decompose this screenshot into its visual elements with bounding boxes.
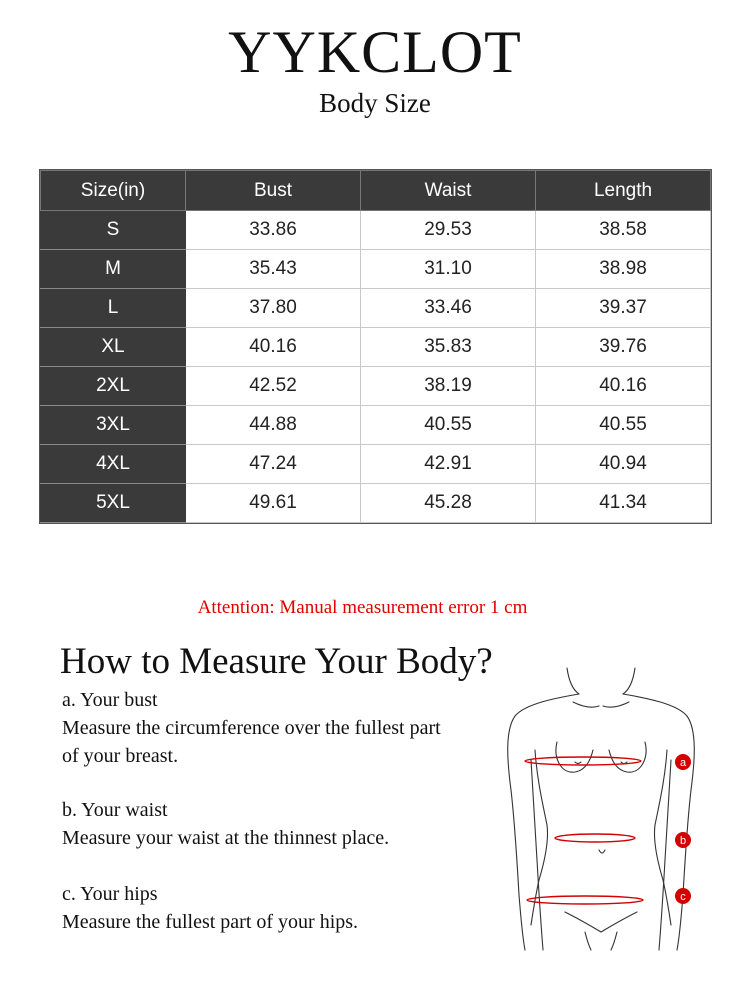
length-cell: 38.98 bbox=[536, 250, 711, 289]
length-cell: 39.37 bbox=[536, 289, 711, 328]
svg-text:c: c bbox=[680, 891, 686, 903]
table-row bbox=[41, 367, 711, 406]
waist-measure-line bbox=[555, 834, 635, 842]
bust-cell: 47.24 bbox=[186, 445, 361, 484]
svg-text:a: a bbox=[679, 757, 687, 769]
table-row bbox=[41, 289, 711, 328]
column-header-waist: Waist bbox=[361, 171, 536, 211]
step-title: a. Your bust bbox=[62, 689, 158, 711]
step-hips bbox=[62, 880, 482, 936]
step-title: c. Your hips bbox=[62, 883, 158, 905]
table-row bbox=[41, 484, 711, 523]
length-cell: 38.58 bbox=[536, 211, 711, 250]
waist-cell: 42.91 bbox=[361, 445, 536, 484]
bust-cell: 42.52 bbox=[186, 367, 361, 406]
waist-cell: 31.10 bbox=[361, 250, 536, 289]
svg-text:b: b bbox=[679, 835, 687, 847]
waist-cell: 45.28 bbox=[361, 484, 536, 523]
size-cell: S bbox=[41, 211, 186, 250]
bust-cell: 40.16 bbox=[186, 328, 361, 367]
size-chart-table bbox=[40, 170, 711, 523]
step-description: Measure the circumference over the fullest part bbox=[62, 717, 441, 739]
bust-measure-line bbox=[525, 757, 641, 765]
length-cell: 39.76 bbox=[536, 328, 711, 367]
waist-cell: 35.83 bbox=[361, 328, 536, 367]
size-cell: M bbox=[41, 250, 186, 289]
marker-a-icon bbox=[675, 754, 691, 770]
size-cell: XL bbox=[41, 328, 186, 367]
step-bust bbox=[62, 686, 482, 770]
table-row bbox=[41, 406, 711, 445]
howto-heading: How to Measure Your Body? bbox=[60, 641, 493, 682]
waist-cell: 33.46 bbox=[361, 289, 536, 328]
step-description: Measure the fullest part of your hips. bbox=[62, 911, 359, 933]
step-description: Measure your waist at the thinnest place. bbox=[62, 827, 390, 849]
column-header-length: Length bbox=[536, 171, 711, 211]
waist-cell: 38.19 bbox=[361, 367, 536, 406]
brand-title: YYKCLOT bbox=[228, 19, 522, 85]
hips-measure-line bbox=[527, 896, 643, 904]
size-cell: 3XL bbox=[41, 406, 186, 445]
bust-cell: 33.86 bbox=[186, 211, 361, 250]
column-header-size: Size(in) bbox=[41, 171, 186, 211]
bust-cell: 49.61 bbox=[186, 484, 361, 523]
size-cell: 4XL bbox=[41, 445, 186, 484]
size-cell: 5XL bbox=[41, 484, 186, 523]
step-title: b. Your waist bbox=[62, 799, 168, 821]
table-row bbox=[41, 250, 711, 289]
table-row bbox=[41, 211, 711, 250]
length-cell: 40.94 bbox=[536, 445, 711, 484]
bust-cell: 37.80 bbox=[186, 289, 361, 328]
length-cell: 40.55 bbox=[536, 406, 711, 445]
step-description: of your breast. bbox=[62, 745, 179, 767]
waist-cell: 29.53 bbox=[361, 211, 536, 250]
table-row bbox=[41, 445, 711, 484]
size-cell: 2XL bbox=[41, 367, 186, 406]
attention-note: Attention: Manual measurement error 1 cm bbox=[197, 597, 528, 618]
length-cell: 40.16 bbox=[536, 367, 711, 406]
step-waist bbox=[62, 796, 482, 852]
body-measurement-figure bbox=[495, 650, 705, 955]
waist-cell: 40.55 bbox=[361, 406, 536, 445]
bust-cell: 44.88 bbox=[186, 406, 361, 445]
column-header-bust: Bust bbox=[186, 171, 361, 211]
size-cell: L bbox=[41, 289, 186, 328]
page-subtitle: Body Size bbox=[319, 88, 431, 118]
length-cell: 41.34 bbox=[536, 484, 711, 523]
marker-c-icon bbox=[675, 888, 691, 904]
table-header-row bbox=[41, 171, 711, 211]
marker-b-icon bbox=[675, 832, 691, 848]
table-row bbox=[41, 328, 711, 367]
bust-cell: 35.43 bbox=[186, 250, 361, 289]
